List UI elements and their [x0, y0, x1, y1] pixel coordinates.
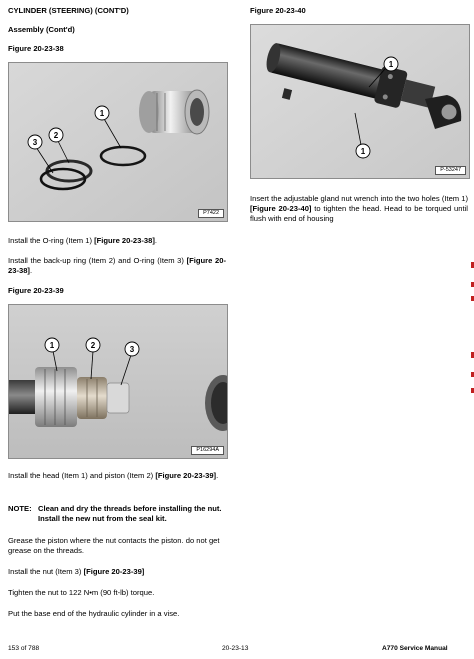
callout-2 [86, 338, 100, 352]
step-install-nut: Install the nut (Item 3) [Figure 20-23-39] [8, 567, 145, 576]
figure-39-title: Figure 20-23-39 [8, 286, 64, 295]
callout-1-top [384, 57, 398, 71]
callout-1 [95, 106, 109, 120]
figure-40-title: Figure 20-23-40 [250, 6, 306, 15]
svg-text:2: 2 [90, 341, 96, 350]
subsection-title: Assembly (Cont'd) [8, 25, 75, 34]
step-install-backup-ring: Install the back-up ring (Item 2) and O-ring (Item 3) [Figure 20-23-38]. [8, 256, 226, 275]
svg-text:1: 1 [360, 147, 366, 156]
figure-39-id: P16294A [191, 446, 224, 455]
callout-3 [125, 342, 139, 356]
figure-38-id: P7422 [198, 209, 224, 218]
figure-40-id: P-53247 [435, 166, 466, 175]
footer-page-number: 20-23-13 [222, 645, 249, 652]
figure-38-title: Figure 20-23-38 [8, 44, 64, 53]
figure-39-image [8, 304, 228, 459]
callout-1 [45, 338, 59, 352]
step-install-o-ring: Install the O-ring (Item 1) [Figure 20-23-38]. [8, 236, 157, 245]
note-label: NOTE: [8, 504, 32, 513]
note-text: Clean and dry the threads before installing the nut. Install the new nut from the seal kit. [38, 504, 222, 523]
piston-part [77, 377, 107, 419]
svg-text:3: 3 [32, 138, 38, 147]
callout-3 [28, 135, 42, 149]
figure-38-image [8, 62, 228, 222]
gland-part [139, 90, 209, 134]
step-tighten-nut: Tighten the nut to 122 N•m (90 ft-lb) torque. [8, 588, 155, 597]
svg-text:1: 1 [388, 60, 394, 69]
section-title: CYLINDER (STEERING) (CONT'D) [8, 6, 129, 15]
step-grease-piston: Grease the piston where the nut contacts the piston. do not get grease on the threads. [8, 536, 220, 555]
footer-page-count: 153 of 788 [8, 645, 40, 652]
step-vise: Put the base end of the hydraulic cylinder in a vise. [8, 609, 180, 618]
step-install-head-piston: Install the head (Item 1) and piston (Item 2) [Figure 20-23-39]. [8, 471, 219, 480]
callout-2 [49, 128, 63, 142]
nut-part [107, 383, 129, 413]
svg-text:1: 1 [49, 341, 55, 350]
svg-text:1: 1 [99, 109, 105, 118]
svg-text:2: 2 [53, 131, 59, 140]
svg-text:3: 3 [129, 345, 135, 354]
footer-manual-title: A770 Service Manual [382, 645, 448, 652]
step-insert-wrench: Insert the adjustable gland nut wrench into the two holes (Item 1) [Figure 20-23-40] to tighten the head. Head to be torqued until flush with end of housing [250, 194, 468, 223]
head-part [35, 367, 77, 427]
figure-40-image [250, 24, 470, 179]
callout-1-bottom [356, 144, 370, 158]
